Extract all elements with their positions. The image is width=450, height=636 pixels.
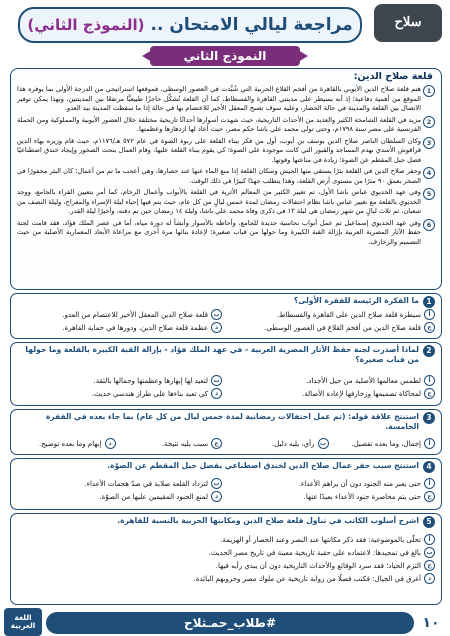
option-b[interactable]: ب بالغ في تمجيدها: لاعتماده على حقبة تاريخية معينة في تاريخ مصر الحديث. [17,547,435,558]
option-d[interactable]: د أغرق في الخيال: فكتب فصلًا من رواية تاريخية عن ملوك مصر وحروبهم البائدة. [17,573,435,584]
question-text: لماذا أصدرت لجنة حفظ الآثار المصرية العربية - في عهد الملك فؤاد - بإزالة القبة الكبيرة بالقلعة وما حولها من قباب صغيرة؟ [25,345,419,364]
paragraph [17,219,435,248]
footer-hashtag: #طلاب_حمـثلاح [46,612,414,634]
question-text: ما الفكرة الرئيسة للفقرة الأولى؟ [293,296,419,305]
paragraph [17,167,435,186]
option-b[interactable]: ب لتزداد القلعة صلابة في صدّ هجمات الأعداء. [17,478,222,489]
paragraph-text: وفي عهد الخديوي عباس باشا الأول، تم تغيير الكثير من المعالم الأثرية في القلعة بالأبواب وأعمال الرخام، كما أمر بتعيين القراء بالجامع، ووجد الخديوي بالقلعة مع تغيير عباس باشا نظام احتفالات رمضان لمدة خمس ليالٍ من كل عام، حيث يتم فيها إحياء ليلة الإسراء والمعراج، وليلة النصف من شعبان، ثم ثلاث ليالٍ من شهر رمضان هي ليلة ١٣ في ذكرى وفاة محمد علي باشا، وليلة ١٤ رمضان حين تم دفنه، وأخيرًا ليلة القدر. [17,188,421,215]
page-subtitle: (النموذج الثاني) [27,16,145,34]
passage-title: قلعة صلاح الدين: [353,71,433,82]
option-a[interactable]: أ حتى يعبر منه الجنود دون أن يراهم الأعداء. [230,478,435,489]
option-c[interactable]: ج لمحاكاة تصميمها وزخارفها لإعادة الأصالة. [230,388,435,399]
paragraph-text: وفي عهد الخديوي إسماعيل تم عمل أبواب نحاسية جديدة للجامع، وأحاطه بالأسوار وأنشأ له دورة مياه، أما في عصر الملك فؤاد، فقد قامت لجنة حفظ الآثار المصرية العربية بإزالة القبة الكبيرة وما حولها من قباب صغيرة؛ لإعادة بنائها مرة أخرى مع مراعاة الأبعاد المعمارية الأصلية من حيث التصميم والزخارف. [17,218,421,246]
options [17,478,435,502]
footer [0,608,450,636]
option-a[interactable]: أ تحلّى بالموضوعية: فقد ذكر مكانتها عند النصر وعند الحصار أو الهزيمة. [17,534,435,545]
option-b[interactable]: ب لتعيد لها إبهارها وعظمتها وجمالها بالثقة. [17,375,222,386]
option-d[interactable]: د لمنع الجنود المقيمين عليها من الصوّة. [17,491,222,502]
paragraph-number: 2 [423,116,435,128]
question-3 [10,409,442,455]
option-c[interactable]: ج قلعة صلاح الدين من أفخم القلاع في العصور الوسطى. [230,322,435,333]
question-number: 4 [423,461,435,473]
title-box [18,7,362,43]
paragraph-number: 4 [423,167,435,179]
paragraph-number: 3 [423,137,435,149]
option-c[interactable]: ج التزم الحياد؛ فقد سرد الوقائع والأحداث التاريخية دون أن يبدي رأيه فيها. [17,560,435,571]
option-b[interactable]: ب قلعة صلاح الدين المعقل الأخير للاعتصام من العدو. [17,309,222,320]
option-d[interactable]: د عظمة قلعة صلاح الدين، ودورها في حماية القاهرة. [17,322,222,333]
options [17,438,435,449]
question-text: استنتج علاقة قوله: (تم عمل احتفالات رمضانية لمدة خمس ليال من كل عام) بما جاء بعده في الفقرة الخامسة. [45,412,419,431]
question-4 [10,458,442,510]
question-text: استنتج سبب حفر عمال صلاح الدين لخندق اصطناعي يفصل جبل المقطم عن الصوّة. [107,461,419,470]
question-5 [10,513,442,605]
question-1 [10,293,442,339]
header [8,4,442,42]
options [17,375,435,399]
option-c[interactable]: ج حتى يتم محاصرة جنود الأعداء بعيدًا عنها. [230,491,435,502]
paragraph [17,116,435,135]
paragraph-text: هتم قلعة صلاح الدين الأيوبي بالقاهرة من أفخم القلاع الحربية التي شُيِّدت في العصور الوسطى، فموقعها استراتيجي من الدرجة الأولى بما يوفره هذا الموقع من أهمية دفاعية؛ إذ أنه يسيطر على مدينتي القاهرة والفسطاط، كما أن القلعة تُشكِّل حاجزًا طبيعيًّا مرتفعًا بين المدينتين، وبهذا يمكن توفير الاتصال بين القلعة والمدينة في حالة الحصار، وعليه سوف تصبح المعقل الأخير للاعتصام بها في حالة إذا ما سقطت المدينة بيد العدو. [17,85,421,112]
question-number: 1 [423,296,435,308]
paragraph-number: 1 [423,85,435,97]
options [17,534,435,584]
paragraph [17,188,435,217]
question-number: 2 [423,345,435,357]
option-b[interactable]: ب رأي، يليه دليل. [230,438,329,449]
option-a[interactable]: أ سيطرة قلعة صلاح الدين على القاهرة والفسطاط. [230,309,435,320]
paragraph-text: مزيد في القلعة الشامخة الكثير والعديد من الأحداث التاريخية، حيث شهدت أسوارها أحداثًا تاريخية مختلفة خلال العصور الأيوبية والمملوكية ومن الحملة الفرنسية على مصر سنة ١٧٩٨م، وحتى تولى محمد علي باشا حكم مصر، حيث أعاد لها ازدهارها وعظمتها. [17,115,421,133]
option-c[interactable]: ج سبب يليه نتيجة. [124,438,223,449]
subject-line-1: اللغة [14,613,32,623]
subject-badge [4,608,42,636]
paragraph-text: وكان السلطان الناصر صلاح الدين يوسف بن أيوب، أول من فكر ببناء القلعة على ربوة الصوة في عام ٥٧٢ هـ/١١٧٦م، حيث قام وزيره بهاء الدين قراقوش الأسدي بهدم المساجد والقبور التي كانت موجودة على الصوة؛ كي يقوم ببناء القلعة عليها، وقام العمال بنحت الصخور وإيجاد خندق اصطناعيًا فصل جبل المقطم عن الصوة؛ زيادة في مناعتها وقوتها. [17,136,421,164]
brand-logo [374,4,442,42]
option-d[interactable]: د كي تعيد بناءها على طراز هندسي حديث. [17,388,222,399]
option-d[interactable]: د إبهام وما بعده توضيح. [17,438,116,449]
reading-passage [10,68,442,290]
question-number: 3 [423,412,435,424]
paragraph [17,137,435,166]
section-ribbon: النموذج الثاني [150,46,300,66]
option-a[interactable]: أ إجمال، وما بعده تفصيل. [337,438,436,449]
paragraph-number: 5 [423,188,435,200]
question-number: 5 [423,516,435,528]
paragraph-number: 6 [423,219,435,231]
option-a[interactable]: أ لطمس معالمها الأصلية من جيل الأجداد. [230,375,435,386]
question-2 [10,342,442,406]
paragraph-text: وحفر صلاح الدين في القلعة بئرًا يستقي منها الجيش وسكان القلعة إذا منع الماء عنها عند حصارها، وهي أعجب ما تم من أعمال؛ كان البئر محفورًا في الصخر بعمق ٩٠ مترًا من مستوى أرض القلعة، وهذا يتطلب جهدًا كبيرًا في ذلك الوقت. [17,167,421,185]
page-title: مراجعة ليالي الامتحان .. [150,15,353,35]
options [17,309,435,333]
page-number: ١٠ [422,615,440,631]
paragraph [17,85,435,114]
subject-line-2: العربية [10,621,36,630]
logo-text: سلاح [394,14,422,30]
passage-paragraphs [17,85,435,249]
question-text: اشرح أسلوب الكاتب في تناول قلعة صلاح الدين ومكانتها الحربية بالنسبة للقاهرة. [117,516,419,525]
